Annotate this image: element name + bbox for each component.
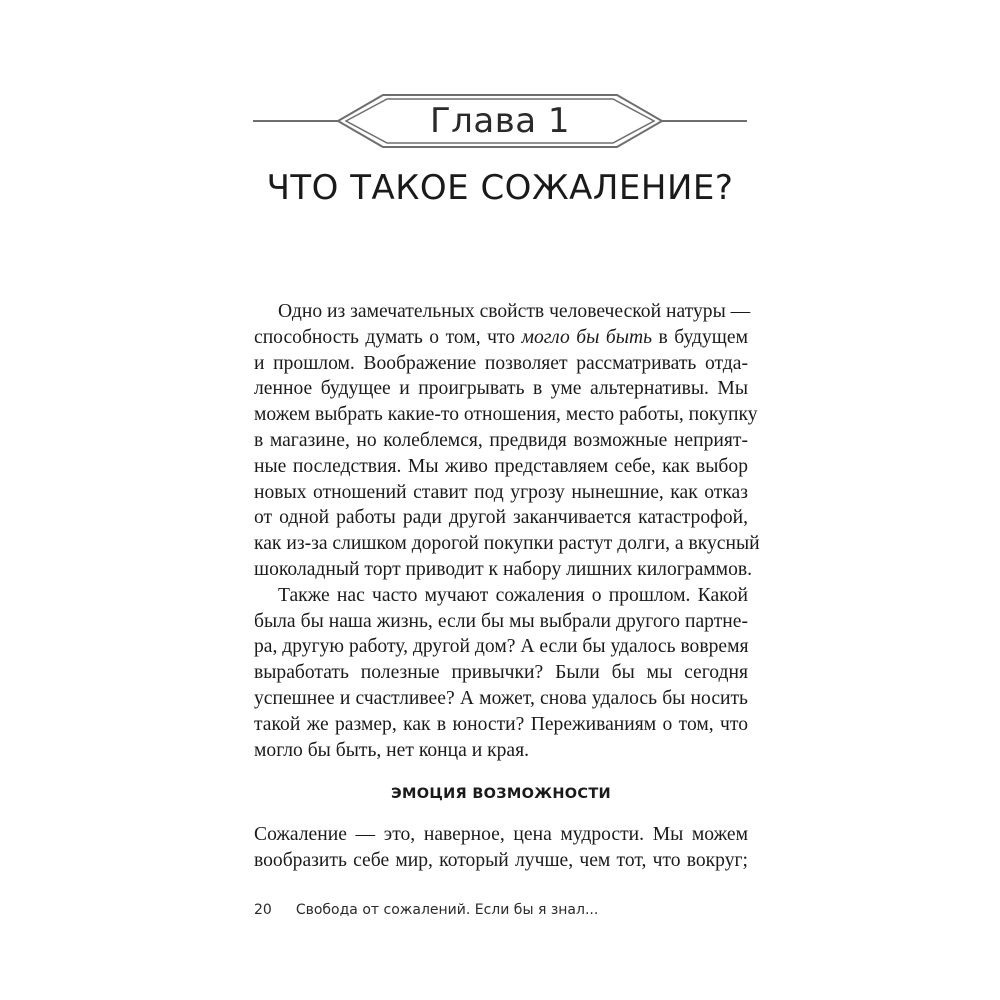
text-line: такой же размер, как в юности? Переживаниям о том, что: [254, 713, 748, 735]
page-footer: [254, 902, 748, 918]
body-text-continued: [254, 822, 748, 874]
chapter-banner: [253, 92, 747, 150]
text-line: Также нас часто мучают сожаления о прошлом. Какой: [278, 584, 748, 606]
text-line: можем выбрать какие-то отношения, место работы, покупку: [254, 404, 758, 426]
text-line: ленное будущее и проигрывать в уме альтернативы. Мы: [254, 378, 748, 400]
text-line: в магазине, но колеблемся, предвидя возможные неприят-: [254, 429, 748, 451]
chapter-title: ЧТО ТАКОЕ СОЖАЛЕНИЕ?: [266, 168, 734, 208]
text-line: вообразить себе мир, который лучше, чем тот, что вокруг;: [254, 849, 748, 871]
text-line: ные последствия. Мы живо представляем себе, как выбор: [254, 455, 748, 477]
text-line: Сожаление — это, наверное, цена мудрости. Мы можем: [254, 824, 748, 845]
text-line: способность думать о том, что могло бы быть в будущем: [254, 326, 748, 348]
text-line: и прошлом. Воображение позволяет рассматривать отда-: [254, 352, 748, 374]
text-line: была бы наша жизнь, если бы мы выбрали другого партне-: [254, 610, 748, 632]
italic-phrase: могло бы быть: [521, 326, 653, 348]
text-line: ра, другую работу, другой дом? А если бы удалось вовремя: [254, 636, 749, 658]
text-line: выработать полезные привычки? Были бы мы сегодня: [254, 662, 748, 684]
text-line: могло бы быть, нет конца и края.: [254, 739, 530, 761]
text-line: шоколадный торт приводит к набору лишних килограммов.: [254, 558, 753, 580]
page-number: 20: [254, 902, 272, 918]
section-heading: ЭМОЦИЯ ВОЗМОЖНОСТИ: [391, 786, 611, 802]
chapter-label: Глава 1: [429, 101, 571, 141]
text-line: от одной работы ради другой заканчивается катастрофой,: [254, 507, 748, 529]
text-line: успешнее и счастливее? А может, снова удалось бы носить: [254, 687, 748, 709]
text-line: новых отношений ставит под угрозу нынешние, как отказ: [254, 481, 748, 503]
body-text: [254, 299, 760, 763]
running-title: Свобода от сожалений. Если бы я знал...: [295, 902, 599, 918]
text-line: как из-за слишком дорогой покупки растут долги, а вкусный: [254, 533, 760, 555]
text-line: Одно из замечательных свойств человеческой натуры —: [278, 301, 751, 322]
